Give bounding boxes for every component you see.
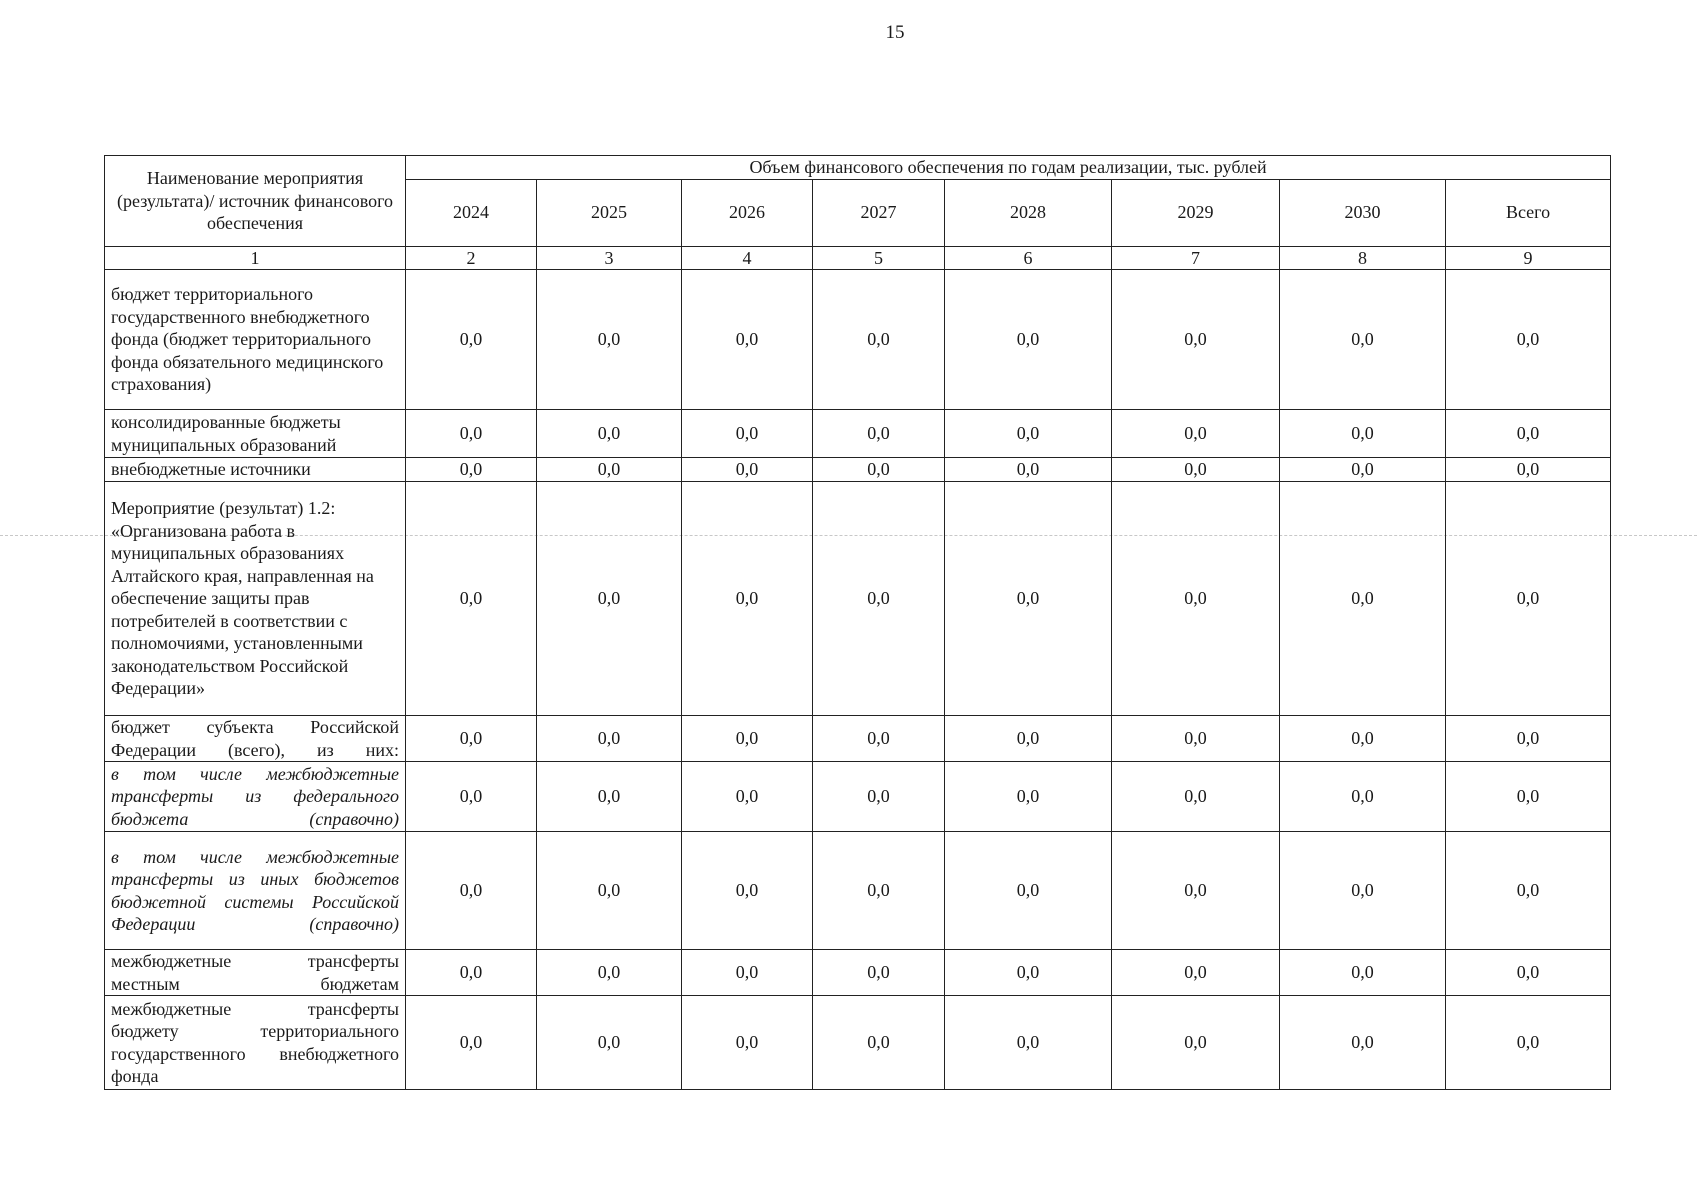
row-value: 0,0: [1280, 410, 1446, 458]
row-value: 0,0: [813, 270, 945, 410]
row-value: 0,0: [813, 832, 945, 950]
row-value: 0,0: [1280, 832, 1446, 950]
row-value: 0,0: [945, 482, 1112, 716]
row-value: 0,0: [1112, 996, 1280, 1090]
row-value: 0,0: [813, 410, 945, 458]
row-value: 0,0: [1446, 996, 1611, 1090]
row-value: 0,0: [682, 482, 813, 716]
row-value: 0,0: [406, 410, 537, 458]
row-value: 0,0: [406, 716, 537, 762]
row-name: бюджет территориального государственного внебюджетного фонда (бюджет территориального фонда обязательного медицинского страхования): [105, 270, 406, 410]
row-value: 0,0: [1280, 270, 1446, 410]
row-value: 0,0: [1280, 762, 1446, 832]
row-value: 0,0: [1112, 950, 1280, 996]
row-value: 0,0: [1446, 458, 1611, 482]
row-value: 0,0: [537, 832, 682, 950]
row-value: 0,0: [1446, 762, 1611, 832]
row-value: 0,0: [945, 832, 1112, 950]
row-value: 0,0: [813, 482, 945, 716]
column-number: 9: [1446, 246, 1611, 270]
row-value: 0,0: [682, 270, 813, 410]
row-value: 0,0: [1446, 482, 1611, 716]
row-value: 0,0: [406, 950, 537, 996]
table-row: [105, 482, 1611, 716]
page-number: 15: [885, 22, 905, 43]
row-value: 0,0: [406, 458, 537, 482]
row-value: 0,0: [813, 458, 945, 482]
row-value: 0,0: [945, 950, 1112, 996]
row-value: 0,0: [1280, 716, 1446, 762]
row-value: 0,0: [813, 950, 945, 996]
row-value: 0,0: [945, 270, 1112, 410]
row-name: в том числе межбюджетные трансферты из федерального бюджета (справочно): [105, 762, 406, 832]
row-value: 0,0: [1112, 716, 1280, 762]
row-value: 0,0: [682, 950, 813, 996]
column-number: 1: [105, 246, 406, 270]
table-row: [105, 716, 1611, 762]
row-value: 0,0: [537, 482, 682, 716]
row-name: межбюджетные трансферты бюджету территориального государственного внебюджетного фонда: [105, 996, 406, 1090]
header-year-2028: 2028: [945, 179, 1112, 246]
row-value: 0,0: [813, 716, 945, 762]
table-row: [105, 950, 1611, 996]
row-value: 0,0: [945, 762, 1112, 832]
table-row: [105, 458, 1611, 482]
header-year-2025: 2025: [537, 179, 682, 246]
header-group-cell: Объем финансового обеспечения по годам реализации, тыс. рублей: [406, 156, 1611, 180]
header-year-2024: 2024: [406, 179, 537, 246]
row-name: межбюджетные трансферты местным бюджетам: [105, 950, 406, 996]
header-year-2029: 2029: [1112, 179, 1280, 246]
column-number: 3: [537, 246, 682, 270]
row-value: 0,0: [1280, 482, 1446, 716]
row-value: 0,0: [537, 762, 682, 832]
row-name: в том числе межбюджетные трансферты из иных бюджетов бюджетной системы Российской Федерации (справочно): [105, 832, 406, 950]
row-value: 0,0: [945, 996, 1112, 1090]
header-name-cell: Наименование мероприятия (результата)/ источник финансового обеспечения: [105, 156, 406, 247]
table-row: [105, 832, 1611, 950]
table-row: [105, 410, 1611, 458]
header-year-2027: 2027: [813, 179, 945, 246]
column-number: 8: [1280, 246, 1446, 270]
row-value: 0,0: [1446, 716, 1611, 762]
financing-table: [104, 155, 1611, 1090]
header-year-2026: 2026: [682, 179, 813, 246]
column-number: 2: [406, 246, 537, 270]
row-value: 0,0: [1112, 458, 1280, 482]
row-value: 0,0: [813, 996, 945, 1090]
row-value: 0,0: [1446, 950, 1611, 996]
row-value: 0,0: [406, 832, 537, 950]
row-value: 0,0: [1280, 458, 1446, 482]
row-value: 0,0: [1112, 270, 1280, 410]
table-row: [105, 996, 1611, 1090]
header-row-group: [105, 156, 1611, 180]
table-row: [105, 762, 1611, 832]
row-value: 0,0: [537, 716, 682, 762]
row-value: 0,0: [1280, 996, 1446, 1090]
row-value: 0,0: [945, 410, 1112, 458]
column-number: 4: [682, 246, 813, 270]
row-value: 0,0: [537, 410, 682, 458]
row-value: 0,0: [682, 996, 813, 1090]
row-name: Мероприятие (результат) 1.2: «Организована работа в муниципальных образованиях Алтайского края, направленная на обеспечение защиты прав потребителей в соответствии с полномочиями, установленными законодательством Российской Федерации»: [105, 482, 406, 716]
row-value: 0,0: [537, 270, 682, 410]
row-value: 0,0: [1446, 832, 1611, 950]
row-value: 0,0: [1446, 270, 1611, 410]
row-value: 0,0: [1112, 410, 1280, 458]
row-value: 0,0: [537, 950, 682, 996]
row-value: 0,0: [682, 762, 813, 832]
row-value: 0,0: [945, 716, 1112, 762]
row-value: 0,0: [682, 410, 813, 458]
row-value: 0,0: [406, 996, 537, 1090]
column-number-row: [105, 246, 1611, 270]
row-name: внебюджетные источники: [105, 458, 406, 482]
row-value: 0,0: [682, 716, 813, 762]
table-row: [105, 270, 1611, 410]
column-number: 6: [945, 246, 1112, 270]
row-value: 0,0: [1112, 832, 1280, 950]
row-value: 0,0: [945, 458, 1112, 482]
row-value: 0,0: [537, 996, 682, 1090]
row-value: 0,0: [406, 482, 537, 716]
row-value: 0,0: [1112, 482, 1280, 716]
row-name: бюджет субъекта Российской Федерации (всего), из них:: [105, 716, 406, 762]
column-number: 7: [1112, 246, 1280, 270]
row-value: 0,0: [1280, 950, 1446, 996]
header-year-2030: 2030: [1280, 179, 1446, 246]
row-name: консолидированные бюджеты муниципальных образований: [105, 410, 406, 458]
row-value: 0,0: [406, 762, 537, 832]
row-value: 0,0: [682, 458, 813, 482]
row-value: 0,0: [1446, 410, 1611, 458]
column-number: 5: [813, 246, 945, 270]
header-total: Всего: [1446, 179, 1611, 246]
row-value: 0,0: [1112, 762, 1280, 832]
row-value: 0,0: [682, 832, 813, 950]
row-value: 0,0: [813, 762, 945, 832]
row-value: 0,0: [406, 270, 537, 410]
row-value: 0,0: [537, 458, 682, 482]
